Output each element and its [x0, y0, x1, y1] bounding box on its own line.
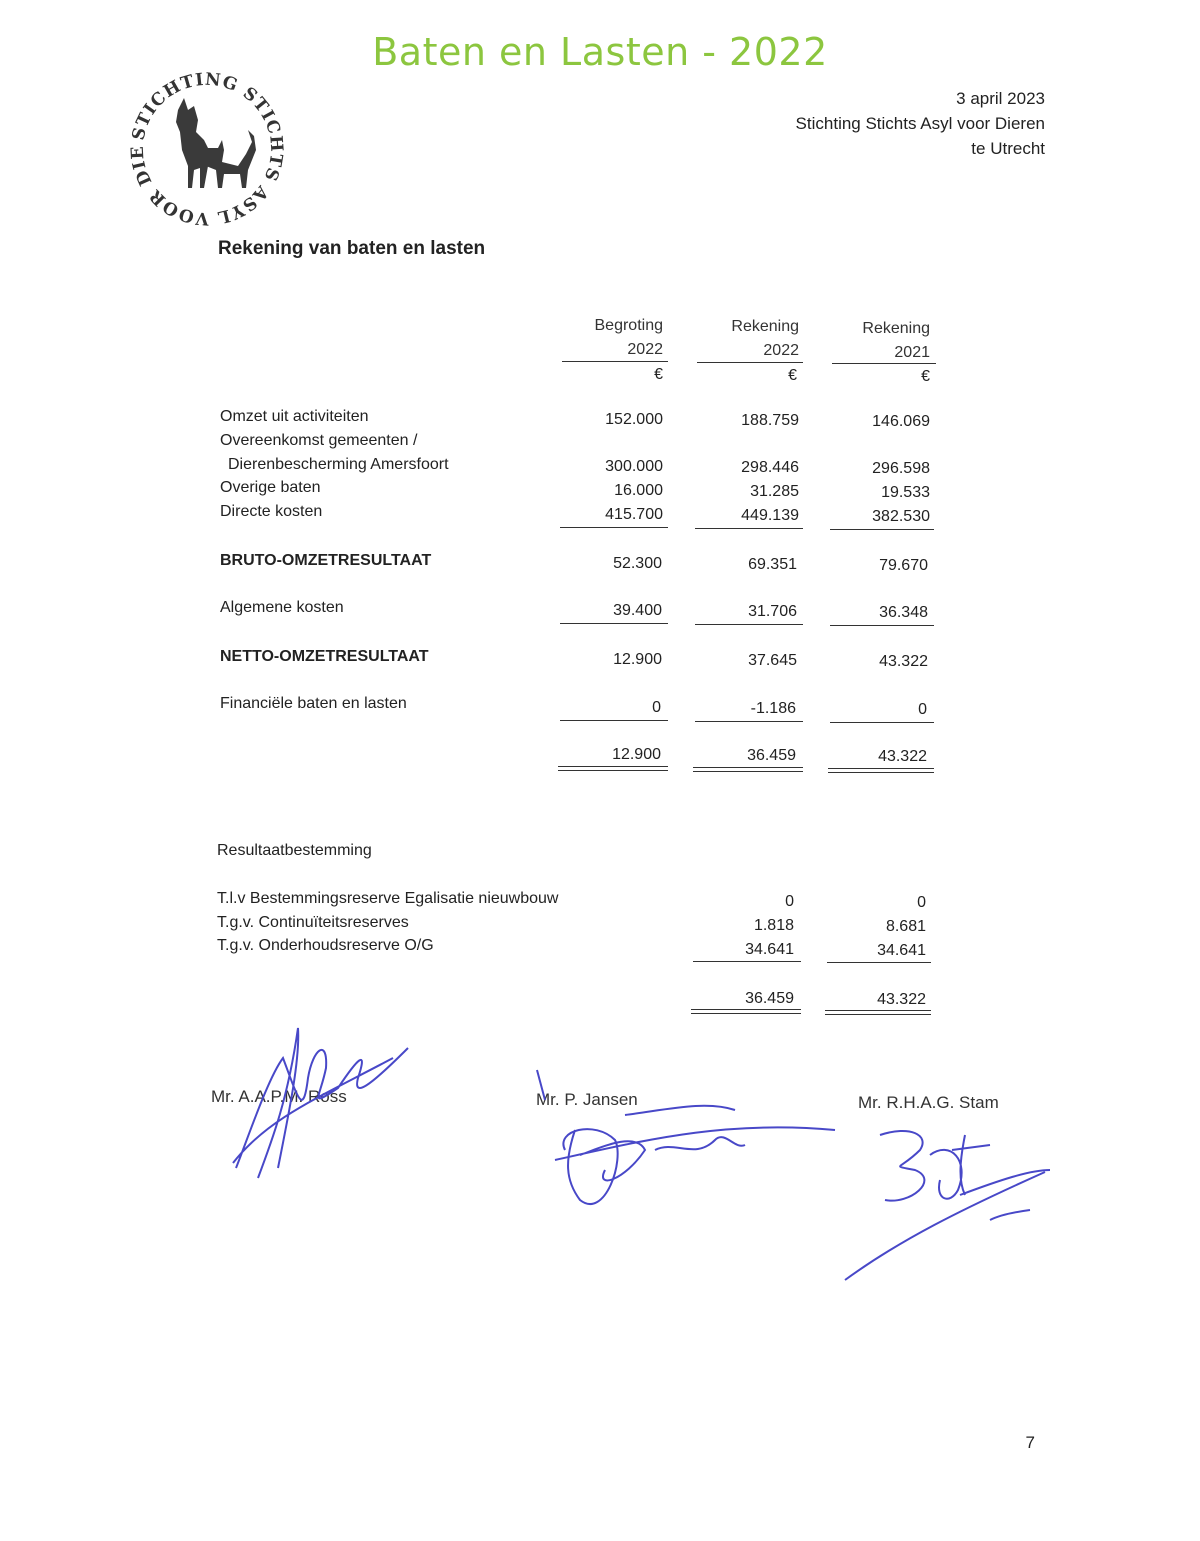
table-cell: 0 — [918, 701, 927, 718]
row-label: Dierenbescherming Amersfoort — [228, 456, 449, 473]
allocation-row-label: T.l.v Bestemmingsreserve Egalisatie nieuwbouw — [217, 890, 559, 907]
allocation-total: 43.322 — [877, 991, 926, 1008]
table-cell: 300.000 — [605, 458, 663, 475]
document-date: 3 april 2023 — [956, 89, 1045, 108]
page-number: 7 — [1025, 1433, 1035, 1452]
column-header-line1: Begroting — [594, 317, 663, 334]
row-label: Overige baten — [220, 479, 321, 496]
table-cell: 69.351 — [748, 556, 797, 573]
table-cell: 79.670 — [879, 557, 928, 574]
allocation-cell: 0 — [785, 893, 794, 910]
table-cell: 382.530 — [872, 508, 930, 525]
column-header-rekening-2021 — [830, 317, 930, 365]
signatory-name: Mr. A.A.P.M. Ross — [211, 1087, 347, 1106]
page-title: Baten en Lasten - 2022 — [372, 30, 828, 74]
table-cell: 415.700 — [605, 506, 663, 523]
table-cell: 39.400 — [613, 602, 662, 619]
currency-symbol: € — [921, 368, 930, 385]
allocation-cell: 8.681 — [885, 918, 926, 935]
row-label: Algemene kosten — [220, 599, 344, 616]
table-cell: -1.186 — [750, 700, 796, 717]
allocation-cell: 0 — [917, 894, 926, 911]
column-header-rekening-2022 — [695, 315, 799, 363]
table-cell: 31.706 — [748, 603, 797, 620]
currency-symbol: € — [788, 367, 797, 384]
table-cell: 449.139 — [741, 507, 799, 524]
row-label: Overeenkomst gemeenten / — [220, 432, 418, 449]
table-cell: 37.645 — [748, 652, 797, 669]
allocation-cell: 34.641 — [877, 942, 926, 959]
table-cell: 146.069 — [872, 413, 930, 430]
header-info — [796, 86, 1045, 161]
column-header-line2: 2021 — [894, 344, 930, 361]
table-cell: 152.000 — [605, 411, 663, 428]
table-cell: 31.285 — [750, 483, 799, 500]
row-label: BRUTO-OMZETRESULTAAT — [220, 552, 432, 569]
allocation-title: Resultaatbestemming — [217, 842, 372, 859]
allocation-row-label: T.g.v. Onderhoudsreserve O/G — [217, 937, 434, 954]
signatory-name: Mr. R.H.A.G. Stam — [858, 1093, 999, 1112]
allocation-row-label: T.g.v. Continuïteitsreserves — [217, 914, 409, 931]
allocation-cell: 34.641 — [745, 941, 794, 958]
signature-stam — [840, 1120, 1060, 1285]
organization-name: Stichting Stichts Asyl voor Dieren — [795, 114, 1045, 133]
column-header-line1: Rekening — [731, 318, 799, 335]
table-cell: 52.300 — [613, 555, 662, 572]
dog-and-cat-logo-icon — [128, 70, 286, 228]
signature-ross — [228, 1018, 418, 1183]
table-cell: 0 — [652, 699, 661, 716]
section-title: Rekening van baten en lasten — [218, 238, 486, 259]
organization-logo — [128, 70, 286, 228]
table-cell: 43.322 — [879, 653, 928, 670]
row-label: NETTO-OMZETRESULTAAT — [220, 648, 429, 665]
allocation-cell: 1.818 — [753, 917, 794, 934]
table-cell: 19.533 — [881, 484, 930, 501]
table-cell: 16.000 — [614, 482, 663, 499]
table-cell: 188.759 — [741, 412, 799, 429]
table-cell-total: 12.900 — [612, 746, 661, 763]
currency-symbol: € — [654, 366, 663, 383]
table-cell: 12.900 — [613, 651, 662, 668]
table-cell-total: 43.322 — [878, 748, 927, 765]
organization-location: te Utrecht — [971, 139, 1045, 158]
allocation-total: 36.459 — [745, 990, 794, 1007]
row-label: Omzet uit activiteiten — [220, 408, 369, 425]
signature-jansen — [525, 1060, 845, 1220]
table-cell-total: 36.459 — [747, 747, 796, 764]
column-header-line1: Rekening — [862, 320, 930, 337]
row-label: Financiële baten en lasten — [220, 695, 407, 712]
signatory-name: Mr. P. Jansen — [536, 1090, 638, 1109]
svg-text:STICHTING STICHTS ASYL VOOR DI: STICHTING STICHTS ASYL VOOR DIE — [128, 70, 286, 228]
column-header-line2: 2022 — [627, 341, 663, 358]
column-header-begroting-2022 — [560, 314, 663, 362]
table-cell: 36.348 — [879, 604, 928, 621]
table-cell: 298.446 — [741, 459, 799, 476]
column-header-line2: 2022 — [763, 342, 799, 359]
table-cell: 296.598 — [872, 460, 930, 477]
row-label: Directe kosten — [220, 503, 323, 520]
